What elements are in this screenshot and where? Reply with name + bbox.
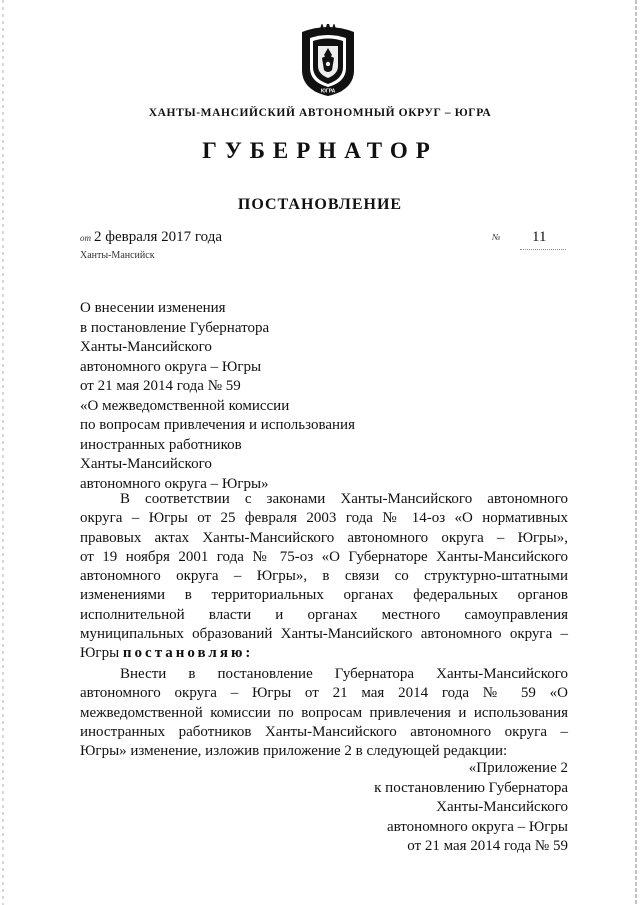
date-prefix: от [80, 233, 91, 243]
preamble-line: изменениями в территориальных органах федеральных органов [80, 587, 568, 604]
resolution-line: иностранных работников Ханты-Мансийского автономного округа – [80, 723, 568, 740]
appendix-line: Ханты-Мансийского [436, 799, 568, 815]
decree-date: 2 февраля 2017 года [94, 229, 223, 245]
preamble-final-line [80, 644, 568, 663]
preamble-line: муниципальных образований Ханты-Мансийского автономного округа – [80, 626, 568, 643]
resolution-paragraph [80, 665, 568, 761]
subject-line: по вопросам привлечения и использования [80, 417, 355, 433]
preamble-line: округа – Югры от 25 февраля 2003 года № 14-оз «О нормативных [80, 510, 568, 527]
coat-of-arms-icon [296, 24, 360, 98]
scan-edge-right [635, 0, 637, 905]
subject-line: от 21 мая 2014 года № 59 [80, 378, 241, 394]
preamble-line: автономного округа – Югры», в связи со структурно-штатными [80, 568, 568, 585]
appendix-line: к постановлению Губернатора [374, 779, 568, 796]
subject-line: «О межведомственной комиссии [80, 397, 290, 414]
scan-edge-left [2, 0, 4, 905]
preamble-paragraph [80, 490, 568, 664]
subject-line: иностранных работников [80, 436, 242, 453]
appendix-line: «Приложение 2 [468, 760, 568, 776]
decree-date-row [80, 229, 222, 246]
subject-line: автономного округа – Югры» [80, 475, 269, 492]
preamble-line: исполнительной власти и органах местного самоуправления [80, 606, 568, 623]
document-type: ПОСТАНОВЛЕНИЕ [237, 196, 403, 213]
subject-line: О внесении изменения [80, 300, 226, 316]
issue-city: Ханты-Мансийск [80, 250, 155, 261]
subject-line: автономного округа – Югры [80, 358, 262, 375]
region-title: ХАНТЫ-МАНСИЙСКИЙ АВТОНОМНЫЙ ОКРУГ – ЮГРА [148, 107, 492, 119]
resolution-line: межведомственной комиссии по вопросам привлечения и использования [80, 704, 568, 721]
subject-line: в постановление Губернатора [80, 319, 270, 336]
subject-line: Ханты-Мансийского [80, 456, 212, 472]
preamble-last-word: Югры [80, 645, 120, 662]
appendix-line: от 21 мая 2014 года № 59 [407, 838, 568, 854]
decree-subject [80, 299, 380, 494]
appendix-header [374, 759, 568, 857]
preamble-line: правовых актах Ханты-Мансийского автономного округа – Югры», [80, 529, 568, 546]
emblem-caption: ЮГРА [320, 88, 336, 95]
decree-number: 11 [532, 229, 547, 245]
appendix-line: автономного округа – Югры [386, 818, 568, 835]
preamble-line: от 19 ноября 2001 года № 75-оз «О Губернаторе Ханты-Мансийского [80, 548, 568, 565]
decision-word: постановляю: [122, 645, 254, 662]
preamble-line: В соответствии с законами Ханты-Мансийского автономного [120, 491, 568, 507]
number-underline [520, 249, 566, 250]
number-sign: № [492, 232, 501, 242]
resolution-line: Внести в постановление Губернатора Ханты-Мансийского [120, 666, 568, 682]
subject-line: Ханты-Мансийского [80, 339, 212, 355]
resolution-line: автономного округа – Югры от 21 мая 2014 года № 59 «О [80, 685, 568, 702]
resolution-line: Югры» изменение, изложив приложение 2 в следующей редакции: [80, 743, 508, 760]
organ-title: ГУБЕРНАТОР [202, 138, 438, 163]
